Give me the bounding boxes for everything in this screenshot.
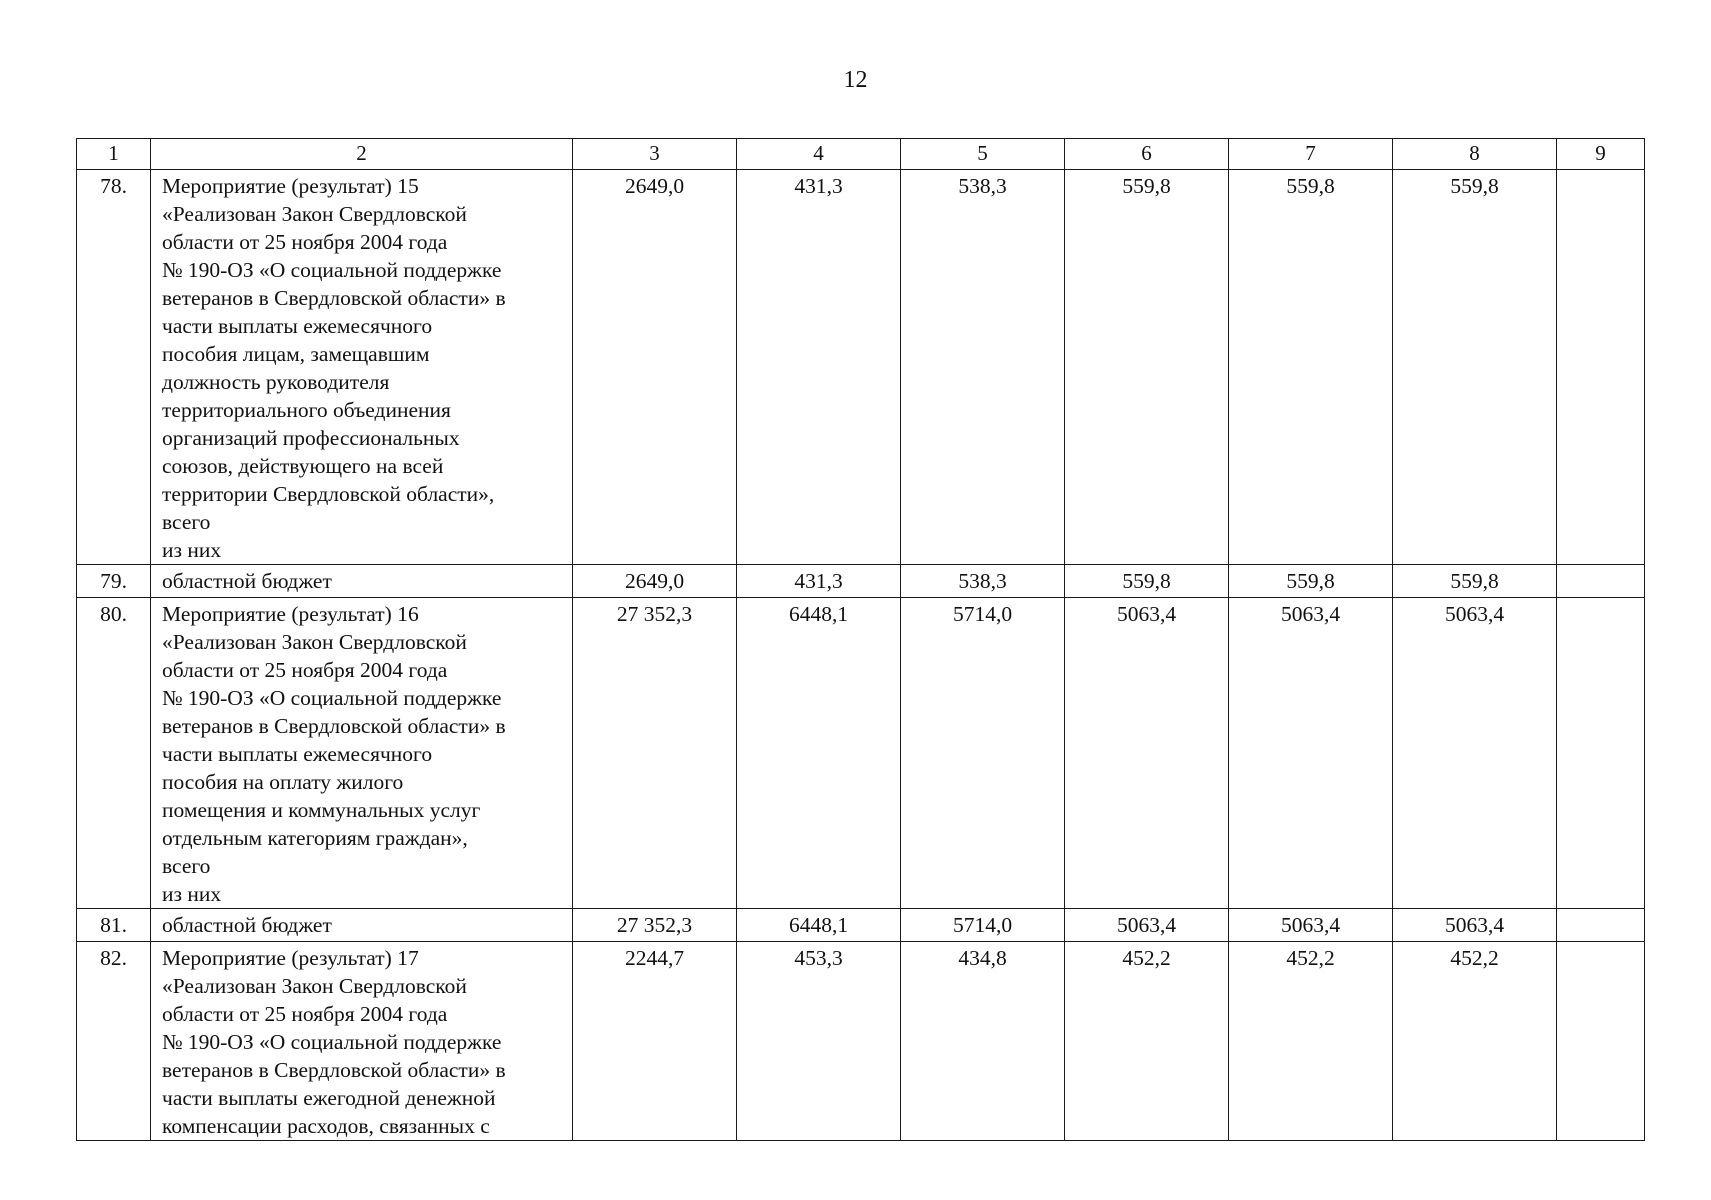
row-description (151, 909, 573, 942)
value-cell-col4: 6448,1 (737, 909, 901, 942)
column-header: 7 (1229, 139, 1393, 170)
value-cell-col4: 453,3 (737, 942, 901, 1141)
description-line: территории Свердловской области», (162, 482, 495, 506)
row-number: 78. (77, 170, 151, 565)
column-header: 6 (1065, 139, 1229, 170)
description-line: компенсации расходов, связанных с (162, 1114, 490, 1138)
row-number: 81. (77, 909, 151, 942)
value-cell-col5: 434,8 (901, 942, 1065, 1141)
value-cell-col3: 27 352,3 (573, 598, 737, 909)
row-description (151, 565, 573, 598)
value-cell-col5: 538,3 (901, 170, 1065, 565)
description-line: Мероприятие (результат) 15 (162, 174, 419, 198)
value-cell-col8: 452,2 (1393, 942, 1557, 1141)
value-cell-col5: 5714,0 (901, 598, 1065, 909)
row-description (151, 942, 573, 1141)
column-header: 2 (151, 139, 573, 170)
column-header: 9 (1557, 139, 1645, 170)
value-cell-col3: 2649,0 (573, 170, 737, 565)
description-line: из них (162, 538, 222, 562)
value-cell-col7: 559,8 (1229, 170, 1393, 565)
description-line: пособия на оплату жилого (162, 770, 404, 794)
value-cell-col9 (1557, 942, 1645, 1141)
value-cell-col5: 538,3 (901, 565, 1065, 598)
description-line: ветеранов в Свердловской области» в (162, 714, 506, 738)
description-line: области от 25 ноября 2004 года (162, 230, 448, 254)
description-line: должность руководителя (162, 370, 390, 394)
value-cell-col8: 5063,4 (1393, 598, 1557, 909)
description-line: пособия лицам, замещавшим (162, 342, 430, 366)
description-line: ветеранов в Свердловской области» в (162, 286, 506, 310)
description-line: всего (162, 510, 211, 534)
description-line: областной бюджет (162, 569, 332, 593)
description-line: территориального объединения (162, 398, 451, 422)
value-cell-col8: 5063,4 (1393, 909, 1557, 942)
description-line: области от 25 ноября 2004 года (162, 658, 448, 682)
row-number: 79. (77, 565, 151, 598)
value-cell-col5: 5714,0 (901, 909, 1065, 942)
row-number: 80. (77, 598, 151, 909)
value-cell-col6: 5063,4 (1065, 598, 1229, 909)
value-cell-col6: 452,2 (1065, 942, 1229, 1141)
description-line: № 190-ОЗ «О социальной поддержке (162, 1030, 502, 1054)
value-cell-col9 (1557, 909, 1645, 942)
value-cell-col7: 452,2 (1229, 942, 1393, 1141)
column-header: 5 (901, 139, 1065, 170)
description-line: областной бюджет (162, 913, 332, 937)
description-line: «Реализован Закон Свердловской (162, 202, 467, 226)
table-row (77, 598, 1645, 909)
description-line: Мероприятие (результат) 17 (162, 946, 419, 970)
value-cell-col4: 431,3 (737, 565, 901, 598)
budget-table (76, 138, 1645, 1141)
column-header: 1 (77, 139, 151, 170)
column-header: 4 (737, 139, 901, 170)
table-row (77, 565, 1645, 598)
description-line: части выплаты ежемесячного (162, 742, 433, 766)
value-cell-col4: 431,3 (737, 170, 901, 565)
description-line: помещения и коммунальных услуг (162, 798, 481, 822)
table-row (77, 909, 1645, 942)
value-cell-col3: 2244,7 (573, 942, 737, 1141)
value-cell-col6: 559,8 (1065, 565, 1229, 598)
description-line: «Реализован Закон Свердловской (162, 974, 467, 998)
table-row (77, 170, 1645, 565)
value-cell-col6: 5063,4 (1065, 909, 1229, 942)
row-number: 82. (77, 942, 151, 1141)
description-line: части выплаты ежегодной денежной (162, 1086, 496, 1110)
value-cell-col7: 5063,4 (1229, 909, 1393, 942)
row-description (151, 170, 573, 565)
description-line: организаций профессиональных (162, 426, 460, 450)
value-cell-col8: 559,8 (1393, 170, 1557, 565)
value-cell-col9 (1557, 170, 1645, 565)
description-line: «Реализован Закон Свердловской (162, 630, 467, 654)
description-line: области от 25 ноября 2004 года (162, 1002, 448, 1026)
value-cell-col7: 559,8 (1229, 565, 1393, 598)
table-row (77, 942, 1645, 1141)
description-line: № 190-ОЗ «О социальной поддержке (162, 258, 502, 282)
value-cell-col7: 5063,4 (1229, 598, 1393, 909)
value-cell-col3: 27 352,3 (573, 909, 737, 942)
description-line: Мероприятие (результат) 16 (162, 602, 419, 626)
column-header: 8 (1393, 139, 1557, 170)
value-cell-col9 (1557, 565, 1645, 598)
description-line: отдельным категориям граждан», (162, 826, 468, 850)
table-header-row (77, 139, 1645, 170)
description-line: части выплаты ежемесячного (162, 314, 433, 338)
value-cell-col4: 6448,1 (737, 598, 901, 909)
row-description (151, 598, 573, 909)
column-header: 3 (573, 139, 737, 170)
value-cell-col6: 559,8 (1065, 170, 1229, 565)
description-line: из них (162, 882, 222, 906)
description-line: всего (162, 854, 211, 878)
description-line: № 190-ОЗ «О социальной поддержке (162, 686, 502, 710)
page-number: 12 (843, 67, 868, 93)
description-line: союзов, действующего на всей (162, 454, 444, 478)
value-cell-col3: 2649,0 (573, 565, 737, 598)
value-cell-col8: 559,8 (1393, 565, 1557, 598)
value-cell-col9 (1557, 598, 1645, 909)
description-line: ветеранов в Свердловской области» в (162, 1058, 506, 1082)
